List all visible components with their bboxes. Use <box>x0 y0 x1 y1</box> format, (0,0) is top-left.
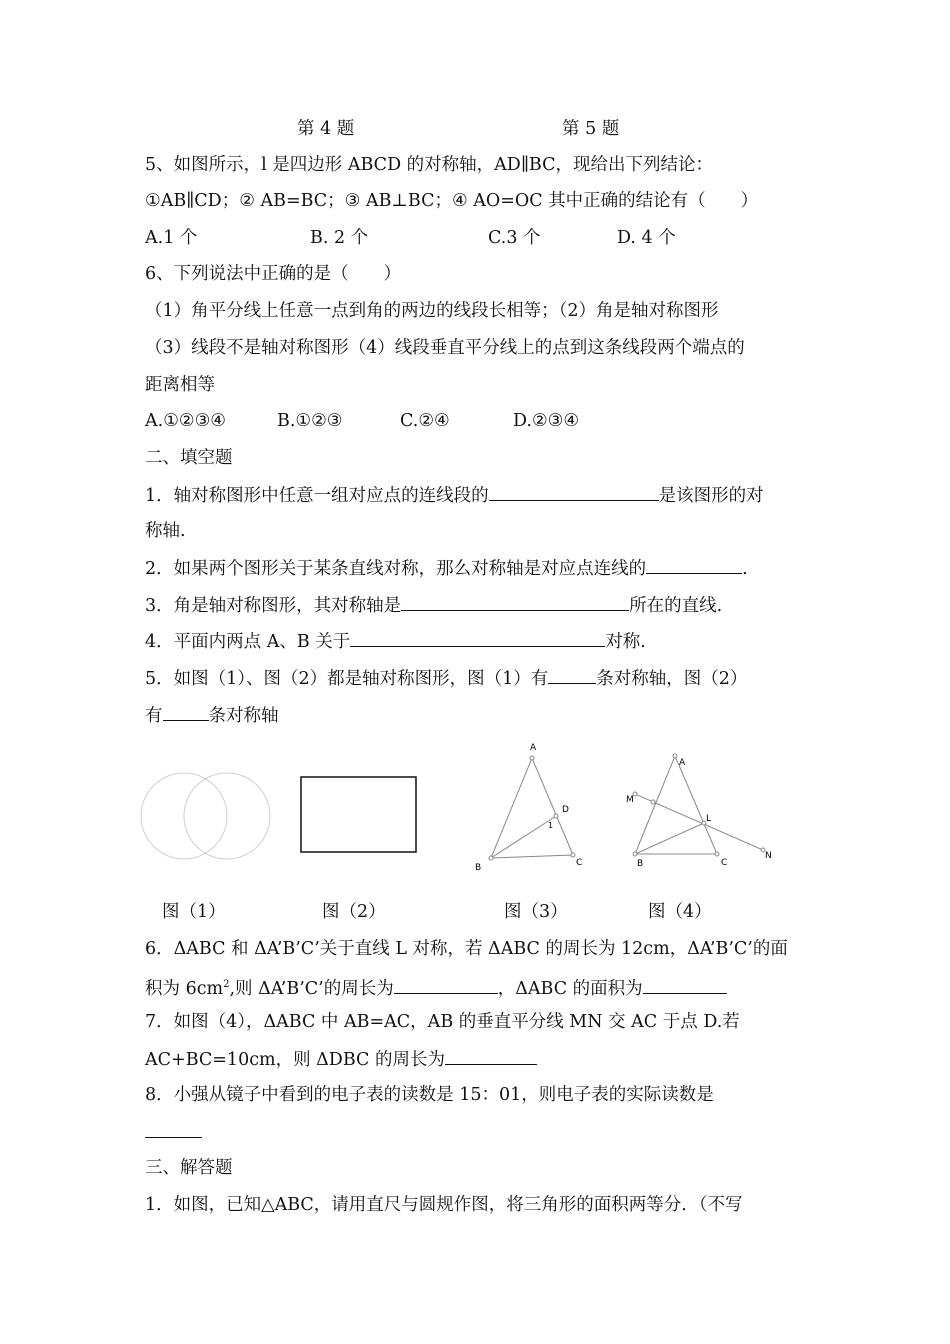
q6-statement-2: （3）线段不是轴对称图形（4）线段垂直平分线上的点到这条线段两个端点的 <box>145 338 745 358</box>
q5-stem: 5、如图所示，l 是四边形 ABCD 的对称轴，AD∥BC，现给出下列结论： <box>145 155 713 175</box>
fill-4-part-b: 对称. <box>605 632 646 652</box>
fill-3-blank[interactable] <box>401 592 629 611</box>
fill-5-blank-2[interactable] <box>163 702 209 721</box>
fill-3-part-a: 3．角是轴对称图形，其对称轴是 <box>145 596 402 616</box>
fill-5-blank-1[interactable] <box>548 665 596 684</box>
caption-q5: 第 5 题 <box>562 119 620 139</box>
fill-6-blank-1[interactable] <box>394 975 498 994</box>
figure-4-label-c: C <box>721 858 728 868</box>
figure-4-label-a: A <box>679 758 686 768</box>
fill-4-blank[interactable] <box>350 628 605 647</box>
q5-statements: ①AB∥CD；② AB=BC；③ AB⊥BC；④ AO=OC 其中正确的结论有（ ） <box>145 191 759 211</box>
fill-6-cont <box>145 973 727 1001</box>
fill-5-part-b: 条对称轴，图（2） <box>596 669 748 689</box>
q6-option-d: D.②③④ <box>513 411 580 431</box>
figure-4-midpoint <box>651 800 655 804</box>
fill-5-part-a: 5．如图（1）、图（2）都是轴对称图形，图（1）有 <box>145 669 549 689</box>
fill-5-part-d: 条对称轴 <box>208 706 279 726</box>
figure-3-label-angle-1: 1 <box>548 821 554 830</box>
fill-6-part-b: 积为 6cm <box>145 978 224 999</box>
fill-8: 8．小强从镜子中看到的电子表的读数是 15：01，则电子表的实际读数是 <box>145 1085 714 1105</box>
figure-4-label-m: M <box>626 795 634 805</box>
figure-caption-4: 图（4） <box>648 902 712 922</box>
figure-3-triangle <box>470 738 590 876</box>
fill-6-blank-2[interactable] <box>643 975 727 994</box>
figure-3-segment-bd <box>491 816 556 858</box>
fill-1-blank[interactable] <box>489 482 659 501</box>
q6-stem: 6、下列说法中正确的是（ ） <box>145 264 402 284</box>
fill-1-part-a: 1．轴对称图形中任意一组对应点的连线段的 <box>145 486 489 506</box>
q5-option-a: A.1 个 <box>145 228 198 248</box>
fill-2-part-b: . <box>742 559 748 579</box>
fill-2 <box>145 555 748 581</box>
solve-1: 1．如图，已知△ABC，请用直尺与圆规作图，将三角形的面积两等分．（不写 <box>145 1195 743 1215</box>
figure-2-rectangle <box>298 774 420 856</box>
figure-4-triangle <box>615 746 785 874</box>
caption-q4: 第 4 题 <box>297 119 355 139</box>
figure-3-point-c <box>571 853 575 857</box>
fill-7-cont <box>145 1046 537 1072</box>
figure-3-side-ab <box>491 758 532 858</box>
fill-8-blank[interactable] <box>145 1119 202 1138</box>
q6-statement-3: 距离相等 <box>145 375 215 395</box>
figure-4-side-ab <box>635 756 675 854</box>
fill-6-superscript: 2 <box>223 979 230 990</box>
figure-1-overlapping-circles <box>138 770 278 862</box>
q6-statement-1: （1）角平分线上任意一点到角的两边的线段长相等；（2）角是轴对称图形 <box>145 301 719 321</box>
fill-5-part-c: 有 <box>145 706 163 726</box>
figure-4-label-d: L <box>706 814 712 824</box>
fill-3-part-b: 所在的直线. <box>629 596 723 616</box>
section-3-title: 三、解答题 <box>145 1158 233 1178</box>
fill-6: 6．ΔABC 和 ΔA’B’C’关于直线 L 对称，若 ΔABC 的周长为 12cm，ΔA’B’C’的面 <box>145 939 788 959</box>
figure-4-label-b: B <box>637 859 644 869</box>
fill-3 <box>145 592 722 618</box>
figure-caption-2: 图（2） <box>322 902 386 922</box>
figure-4-label-n: N <box>765 851 772 861</box>
fill-7-blank[interactable] <box>445 1046 537 1065</box>
figure-3-point-d <box>554 814 558 818</box>
q6-option-c: C.②④ <box>400 411 450 431</box>
fill-1-part-b: 是该图形的对 <box>658 486 764 506</box>
fill-7-part-b: AC+BC=10cm，则 ΔDBC 的周长为 <box>145 1050 445 1070</box>
q6-option-a: A.①②③④ <box>145 411 226 431</box>
figure-3-label-b: B <box>475 863 482 873</box>
figure-3-point-a <box>530 756 534 760</box>
figure-4-side-ac <box>675 756 717 854</box>
fill-2-blank[interactable] <box>646 555 742 574</box>
fill-5 <box>145 665 747 691</box>
figure-caption-1: 图（1） <box>162 902 226 922</box>
fill-7: 7．如图（4），ΔABC 中 AB=AC，AB 的垂直平分线 MN 交 AC 于点 D.若 <box>145 1012 740 1032</box>
section-2-title: 二、填空题 <box>145 448 233 468</box>
figure-caption-3: 图（3） <box>504 902 568 922</box>
q5-option-d: D. 4 个 <box>617 228 676 248</box>
figure-3-label-c: C <box>576 858 583 868</box>
q5-option-b: B. 2 个 <box>310 228 369 248</box>
fill-6-part-d: ，ΔABC 的面积为 <box>497 978 643 999</box>
figure-3-label-a: A <box>530 743 537 753</box>
fill-8-cont <box>145 1119 202 1145</box>
figure-3-side-bc <box>491 855 573 858</box>
fill-1 <box>145 482 764 508</box>
q6-option-b: B.①②③ <box>277 411 343 431</box>
q5-option-c: C.3 个 <box>488 228 541 248</box>
fill-6-part-c: ,则 ΔA’B’C’的周长为 <box>229 978 394 999</box>
fill-4-part-a: 4．平面内两点 A、B 关于 <box>145 632 351 652</box>
fill-2-part-a: 2．如果两个图形关于某条直线对称，那么对称轴是对应点连线的 <box>145 559 647 579</box>
fill-4 <box>145 628 646 654</box>
figure-4-point-b <box>633 852 637 856</box>
fill-1-cont: 称轴. <box>145 521 186 541</box>
figure-2-rect <box>301 777 416 852</box>
fill-5-cont <box>145 702 279 728</box>
figure-4-point-a <box>673 754 677 758</box>
figure-3-label-d: D <box>562 805 569 815</box>
figure-4-point-c <box>715 852 719 856</box>
figure-3-point-b <box>489 856 493 860</box>
